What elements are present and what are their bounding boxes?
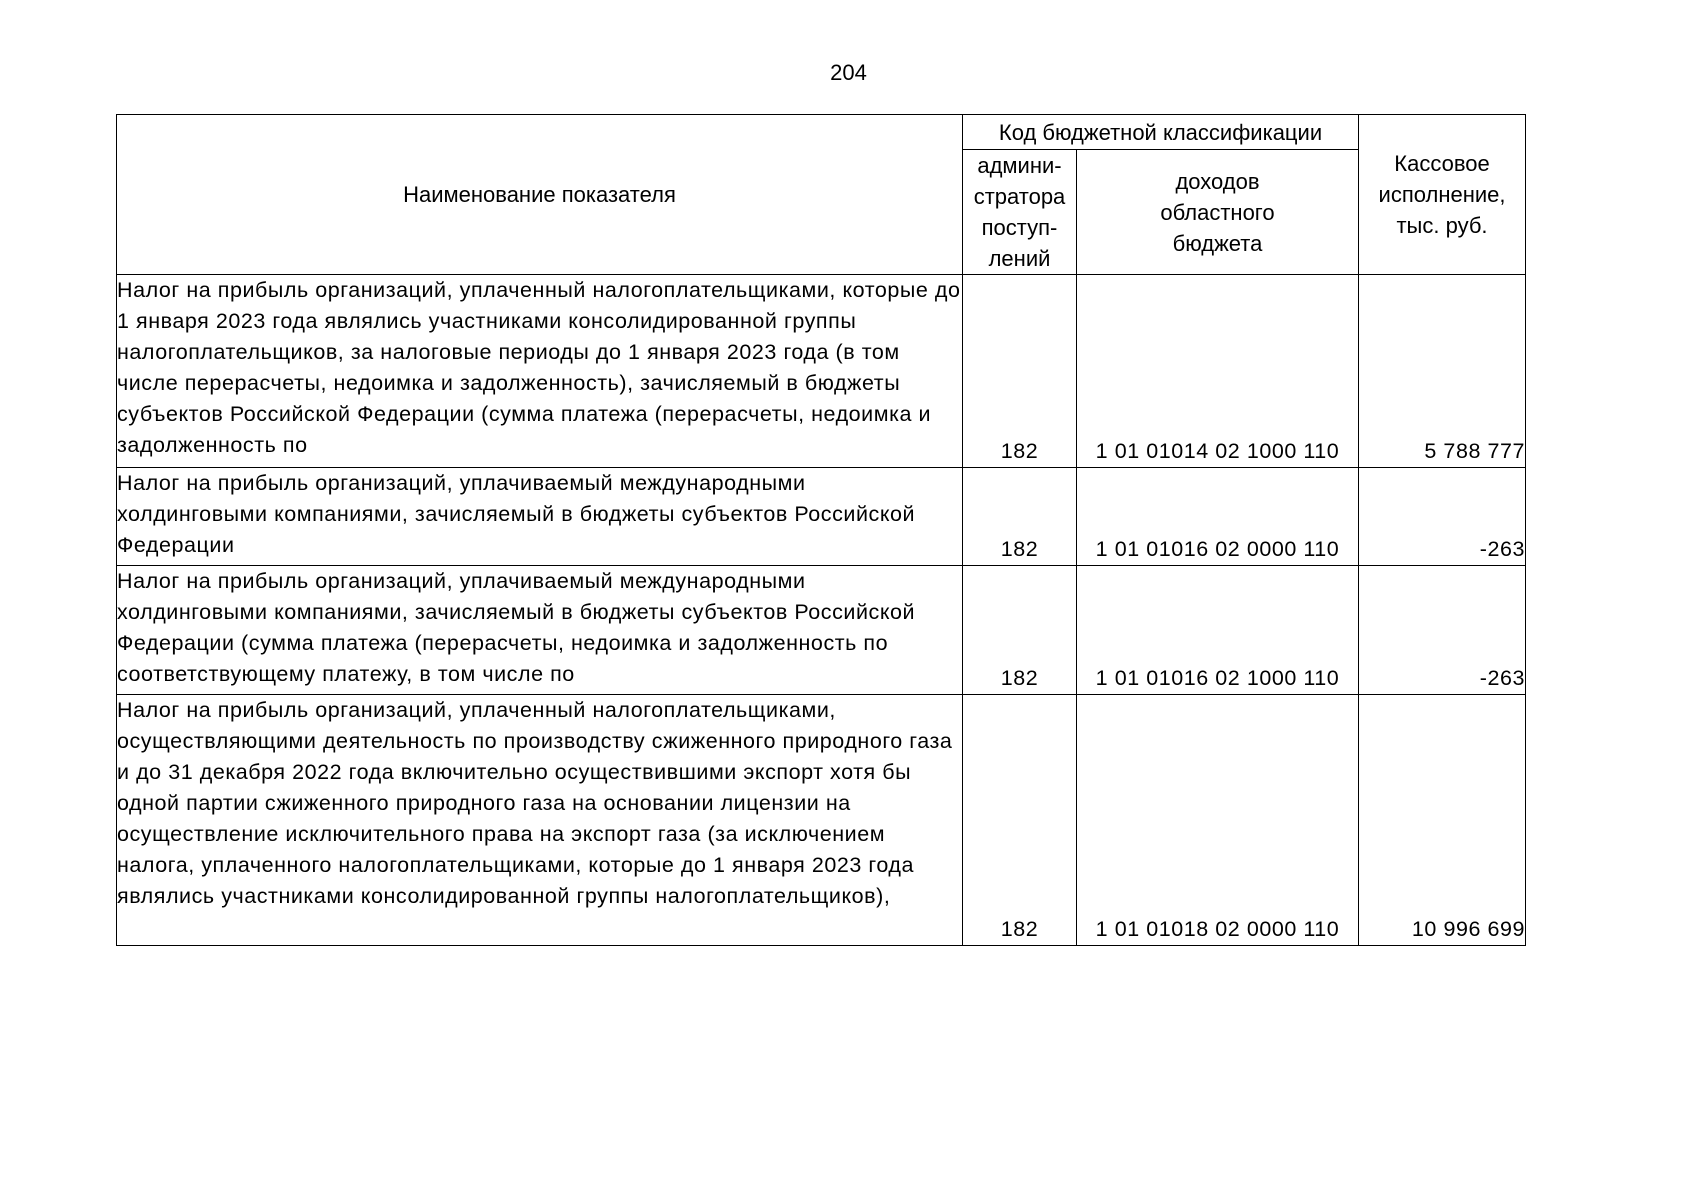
budget-income-table [116, 114, 1526, 946]
cash-execution-amount: 5 788 777 [1359, 275, 1526, 468]
indicator-name: Налог на прибыль организаций, уплачиваемый международными холдинговыми компаниями, зачисляемый в бюджеты субъектов Российской Федерации [117, 468, 963, 566]
budget-code: 1 01 01016 02 0000 110 [1077, 468, 1359, 566]
cash-execution-amount: -263 [1359, 468, 1526, 566]
indicator-name: Налог на прибыль организаций, уплаченный налогоплательщиками, осуществляющими деятельность по производству сжиженного природного газа и до 31 декабря 2022 года включительно осуществившими экспорт хотя бы одной партии сжиженного природного газа на основании лицензии на осуществление исключительного права на экспорт газа (за исключением налога, уплаченного налогоплательщиками, которые до 1 января 2023 года являлись участниками консолидированной группы налогоплательщиков), [117, 695, 963, 946]
indicator-name: Налог на прибыль организаций, уплаченный налогоплательщиками, которые до 1 января 2023 года являлись участниками консолидированной группы налогоплательщиков, за налоговые периоды до 1 января 2023 года (в том числе перерасчеты, недоимка и задолженность), зачисляемый в бюджеты субъектов Российской Федерации (сумма платежа (перерасчеты, недоимка и задолженность по [117, 275, 963, 468]
header-revenue-administrator-label: админи- стратора поступ- лений [973, 153, 1066, 271]
table-row [117, 695, 1526, 946]
table-row [117, 566, 1526, 695]
header-indicator-name: Наименование показателя [117, 115, 963, 275]
budget-code: 1 01 01016 02 1000 110 [1077, 566, 1359, 695]
header-regional-budget-income [1077, 150, 1359, 275]
header-cash-execution-label: Кассовое исполнение, тыс. руб. [1378, 151, 1506, 238]
indicator-name: Налог на прибыль организаций, уплачиваемый международными холдинговыми компаниями, зачисляемый в бюджеты субъектов Российской Федерации (сумма платежа (перерасчеты, недоимка и задолженность по соответствующему платежу, в том числе по [117, 566, 963, 695]
administrator-code: 182 [963, 695, 1077, 946]
header-budget-classification-code: Код бюджетной классификации [963, 115, 1359, 150]
header-revenue-administrator [963, 150, 1077, 275]
table-row [117, 468, 1526, 566]
administrator-code: 182 [963, 468, 1077, 566]
budget-code: 1 01 01018 02 0000 110 [1077, 695, 1359, 946]
administrator-code: 182 [963, 275, 1077, 468]
cash-execution-amount: -263 [1359, 566, 1526, 695]
cash-execution-amount: 10 996 699 [1359, 695, 1526, 946]
administrator-code: 182 [963, 566, 1077, 695]
header-cash-execution [1359, 115, 1526, 275]
page-number: 204 [830, 60, 867, 85]
table-row [117, 275, 1526, 468]
budget-code: 1 01 01014 02 1000 110 [1077, 275, 1359, 468]
header-regional-budget-income-label: доходов областного бюджета [1160, 168, 1275, 256]
